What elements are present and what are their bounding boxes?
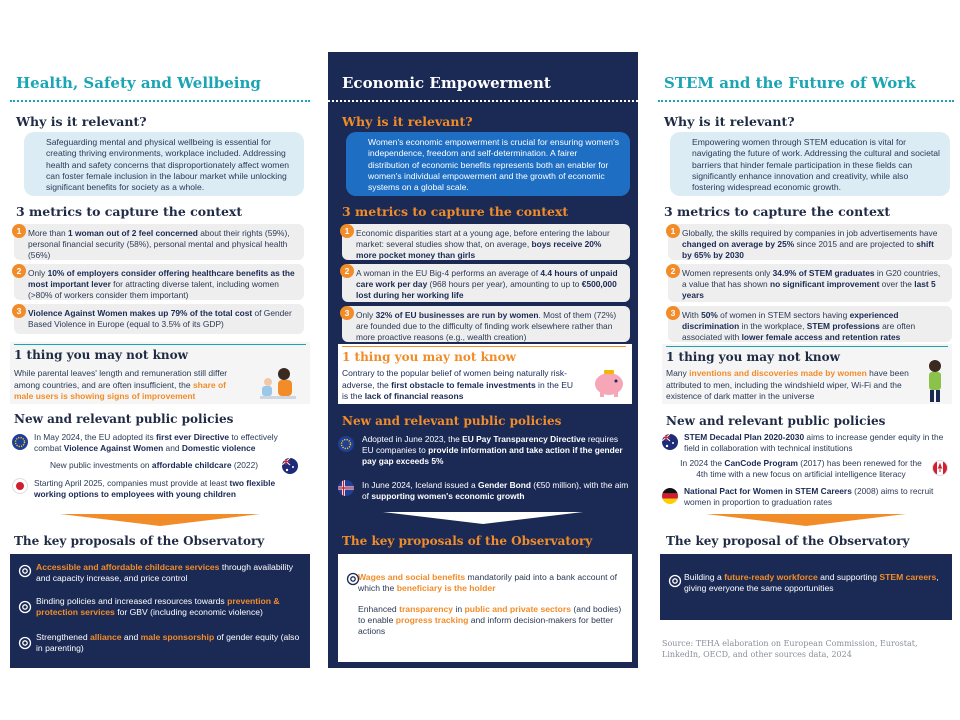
metric-card: A woman in the EU Big-4 performs an average of 4.4 hours of unpaid care work per day (968 hours per year), amounting to up to €500,000 lost during her working life — [342, 264, 630, 302]
proposal-item: Accessible and affordable childcare services through availability and capacity increase, and price control — [36, 562, 294, 584]
policy-item: In June 2024, Iceland issued a Gender Bond (€50 million), with the aim of supporting women's economic growth — [362, 480, 629, 502]
iceland-flag-icon — [338, 480, 354, 496]
source-note: Source: TEHA elaboration on European Commission, Eurostat, LinkedIn, OECD, and other sources data, 2024 — [662, 639, 918, 660]
metrics-title: 3 metrics to capture the context — [664, 204, 891, 219]
why-title: Why is it relevant? — [16, 114, 147, 129]
eu-flag-icon — [338, 436, 354, 452]
metric-text: More than 1 woman out of 2 feel concerned about their rights (59%), personal financial security (58%), personal mental and physical health (56%) — [28, 228, 290, 260]
metrics-title: 3 metrics to capture the context — [342, 204, 569, 219]
australia-flag-icon — [662, 434, 678, 450]
title-divider — [10, 100, 310, 102]
why-title: Why is it relevant? — [664, 114, 795, 129]
column-economic — [328, 52, 638, 668]
metric-card — [14, 264, 304, 300]
metric-card: Globally, the skills required by companies in job advertisements have changed on average by 25% since 2015 and are projected to shift by 65% by 2030 — [668, 224, 952, 260]
policies-title: New and relevant public policies — [342, 414, 562, 428]
column-health — [10, 52, 310, 668]
proposal-item: Building a future-ready workforce and supporting STEM careers, giving everyone the same opportunities — [684, 572, 939, 594]
germany-flag-icon — [662, 488, 678, 504]
column-stem — [658, 52, 954, 668]
know-text: Contrary to the popular belief of women being naturally risk-adverse, the first obstacle to female investments in the EU is the lack of financial reasons — [342, 368, 574, 402]
metric-card: Women represents only 34.9% of STEM graduates in G20 countries, a value that has shown no significant improvement over the last 5 years — [668, 264, 952, 302]
proposals-title: The key proposal of the Observatory — [666, 534, 910, 548]
policy-item: In May 2024, the EU adopted its first ever Directive to effectively combat Violence Against Women and Domestic violence — [34, 432, 278, 454]
policies-title: New and relevant public policies — [666, 414, 886, 428]
policy-item: New public investments on affordable childcare (2022) — [49, 460, 259, 470]
metrics-title: 3 metrics to capture the context — [16, 204, 243, 219]
policy-item: In 2024 the CanCode Program (2017) has been renewed for the 4th time with a new focus on artificial intelligence literacy — [680, 458, 922, 480]
metric-card: Economic disparities start at a young age, before entering the labour market: several studies show that, on average, boys receive 20% more pocket money than girls — [342, 224, 630, 260]
metric-number-badge: 1 — [12, 224, 26, 238]
australia-flag-icon — [282, 458, 298, 474]
metric-text: Only 10% of employers consider offering healthcare benefits as the most important lever for attracting diverse talent, including women (>80% of workers consider them important) — [28, 268, 295, 300]
why-text: Safeguarding mental and physical wellbeing is essential for creating thriving environments, workplace included. Addressing health and safety concerns that disproportionately affect women can foster female inclusion in the labour market while unlocking significant benefits for society as a whole. — [24, 132, 304, 196]
metric-number-badge: 3 — [340, 306, 354, 320]
japan-flag-icon — [12, 478, 28, 494]
canada-flag-icon — [932, 460, 948, 476]
target-icon — [668, 574, 682, 588]
why-text: Empowering women through STEM education is vital for navigating the future of work. Addressing the cultural and societal barriers that hinder female participation in these fields can significantly enhance innovation and creativity, while also fostering widespread economic growth. — [670, 132, 950, 196]
metric-number-badge: 1 — [340, 224, 354, 238]
down-arrow — [706, 514, 906, 526]
why-title: Why is it relevant? — [342, 114, 473, 129]
proposal-item: Binding policies and increased resources towards prevention & protection services for GBV (including economic violence) — [36, 596, 280, 618]
policy-item: Starting April 2025, companies must provide at least two flexible working options to employees with young children — [34, 478, 276, 500]
down-arrow — [383, 512, 583, 524]
policy-item: STEM Decadal Plan 2020-2030 aims to increase gender equity in the field in collaboration with technical institutions — [684, 432, 944, 454]
proposals-title: The key proposals of the Observatory — [342, 534, 593, 548]
metric-card — [14, 304, 304, 334]
proposals-title: The key proposals of the Observatory — [14, 534, 265, 548]
piggy-bank-icon — [590, 362, 628, 400]
know-text: Many inventions and discoveries made by women have been attributed to men, including the windshield wiper, Wi-Fi and the existence of dark matter in the universe — [666, 368, 909, 402]
woman-scientist-illustration — [920, 358, 950, 404]
metric-number-badge: 2 — [666, 264, 680, 278]
metric-text: Violence Against Women makes up 79% of the total cost of Gender Based Violence in Europe (equal to 3.5% of its GDP) — [28, 308, 292, 329]
metric-number-badge: 3 — [12, 304, 26, 318]
proposal-item: Wages and social benefits mandatorily paid into a bank account of which the beneficiary is the holder — [358, 572, 618, 594]
eu-flag-icon — [12, 434, 28, 450]
metric-number-badge: 2 — [340, 264, 354, 278]
know-title: 1 thing you may not know — [666, 346, 948, 364]
policy-item: National Pact for Women in STEM Careers (2008) aims to recruit women in proportion to graduation rates — [684, 486, 934, 508]
know-title: 1 thing you may not know — [342, 346, 626, 364]
metric-number-badge: 3 — [666, 306, 680, 320]
policy-item: Adopted in June 2023, the EU Pay Transparency Directive requires EU companies to provide information and take action if the gender pay gap exceeds 5% — [362, 434, 623, 467]
target-icon — [18, 564, 32, 578]
proposal-item: Strengthened alliance and male sponsorship of gender equity (also in parenting) — [36, 632, 300, 654]
target-icon — [18, 600, 32, 614]
metric-number-badge: 2 — [12, 264, 26, 278]
title-divider — [328, 100, 638, 102]
metric-card: With 50% of women in STEM sectors having experienced discrimination in the workplace, STEM professions are often associated with lower female access and retention rates — [668, 306, 952, 342]
section-title: STEM and the Future of Work — [664, 74, 916, 92]
down-arrow — [60, 514, 260, 526]
metric-card: Only 32% of EU businesses are run by women. Most of them (72%) are founded due to the difficulty of finding work elsewhere rather than more proactive reasons (e.g., wealth creation) — [342, 306, 630, 342]
policies-title: New and relevant public policies — [14, 412, 234, 426]
proposal-item: Enhanced transparency in public and private sectors (and bodies) to enable progress tracking and inform decision-makers for better actions — [358, 604, 622, 637]
metric-card — [14, 224, 304, 260]
metric-number-badge: 1 — [666, 224, 680, 238]
target-icon — [18, 636, 32, 650]
section-title: Health, Safety and Wellbeing — [16, 74, 261, 92]
why-text: Women's economic empowerment is crucial for ensuring women's independence, freedom and self-determination. A fairer distribution of economic benefits represents both an enabler for women's individual empowerment and the growth of economic systems on a global scale. — [346, 132, 630, 196]
section-title: Economic Empowerment — [342, 74, 551, 92]
know-title: 1 thing you may not know — [14, 344, 306, 362]
know-text: While parental leaves' length and remuneration still differ among countries, and are often insufficient, the share of male users is showing signs of improvement — [14, 368, 228, 402]
parent-child-illustration — [254, 364, 304, 404]
title-divider — [658, 100, 954, 102]
